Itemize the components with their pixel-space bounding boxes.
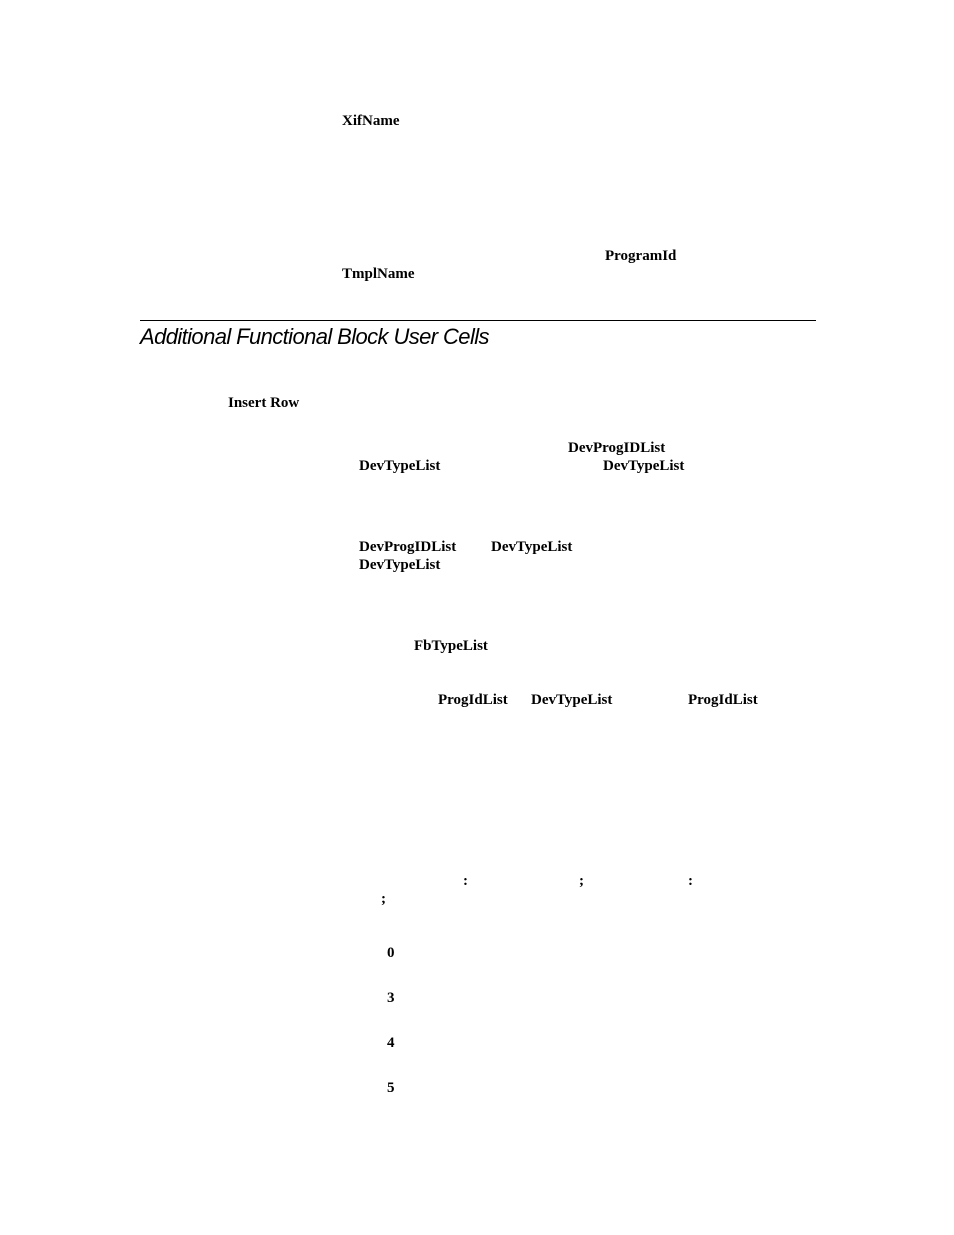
term-devtypelist: DevTypeList [359, 557, 441, 573]
term-devtypelist: DevTypeList [603, 458, 685, 474]
term-progidlist: ProgIdList [438, 692, 508, 708]
value-item: 3 [387, 990, 395, 1006]
value-item: 5 [387, 1080, 395, 1096]
syntax-semicolon: ; [381, 891, 386, 907]
term-devtypelist: DevTypeList [491, 539, 573, 555]
term-insert-row: Insert Row [228, 395, 300, 411]
value-item: 0 [387, 945, 395, 961]
syntax-colon: : [463, 873, 468, 889]
section-divider [140, 320, 816, 321]
term-tmplname: TmplName [342, 266, 415, 282]
term-devtypelist: DevTypeList [531, 692, 613, 708]
term-xifname: XifName [342, 113, 400, 129]
term-devtypelist: DevTypeList [359, 458, 441, 474]
term-programid: ProgramId [605, 248, 677, 264]
term-fbtypelist: FbTypeList [414, 638, 488, 654]
term-progidlist: ProgIdList [688, 692, 758, 708]
section-heading: Additional Functional Block User Cells [140, 324, 489, 349]
term-devprogidlist: DevProgIDList [568, 440, 666, 456]
value-item: 4 [387, 1035, 395, 1051]
syntax-colon: : [688, 873, 693, 889]
term-devprogidlist: DevProgIDList [359, 539, 457, 555]
syntax-semicolon: ; [579, 873, 584, 889]
